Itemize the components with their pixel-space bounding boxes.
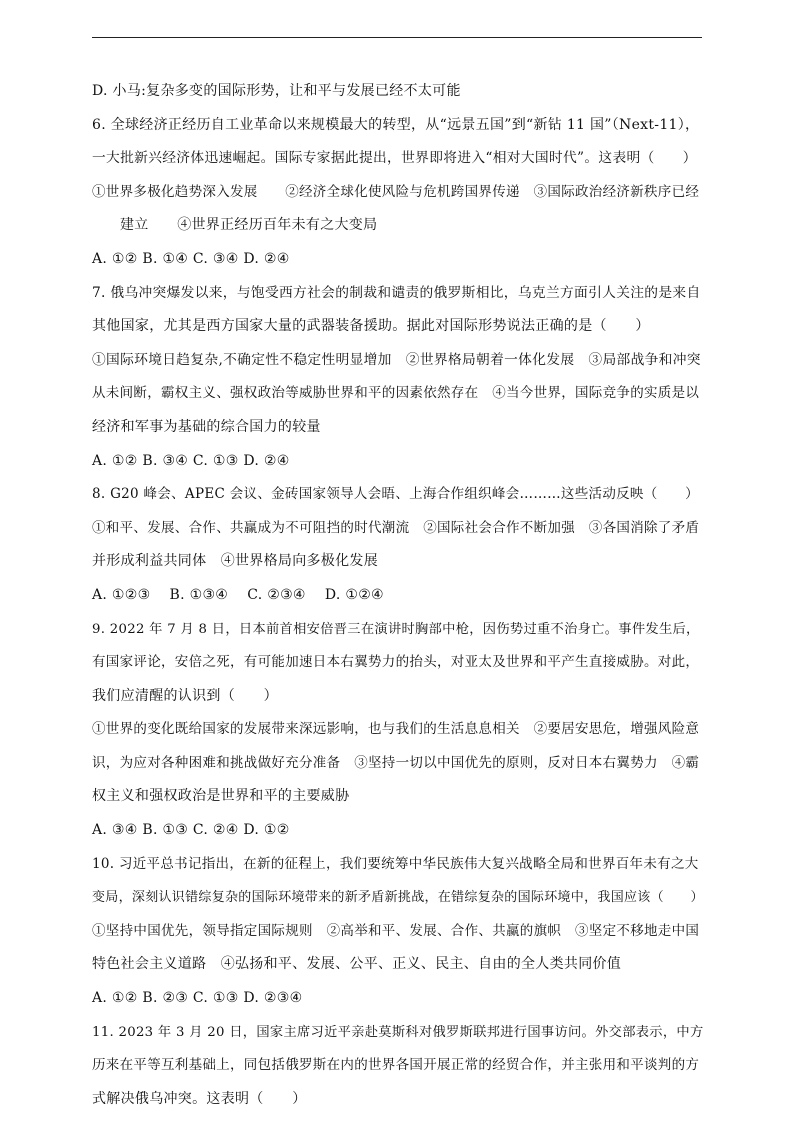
question-11-line: 式解决俄乌冲突。这表明（ ） xyxy=(92,1090,307,1107)
statement-line: 并形成利益共同体 ④世界格局向多极化发展 xyxy=(92,553,378,570)
statement-line: ①世界的变化既给国家的发展带来深远影响，也与我们的生活息息相关 ②要居安思危，增强风险意 xyxy=(92,721,700,738)
option-line: A. ①② B. ③④ C. ①③ D. ②④ xyxy=(92,452,290,469)
statement-line: 识，为应对各种困难和挑战做好充分准备 ③坚持一切以中国优先的原则，反对日本右翼势力 ④霸 xyxy=(92,754,700,771)
statement-line: 经济和军事为基础的综合国力的较量 xyxy=(92,418,321,435)
question-9-line: 9. 2022 年 7 月 8 日，日本前首相安倍晋三在演讲时胸部中枪，因伤势过重不治身亡。事件发生后， xyxy=(92,621,700,637)
question-7-line: 7. 俄乌冲突爆发以来，与饱受西方社会的制裁和谴责的俄罗斯相比，乌克兰方面引人关注的是来自 xyxy=(92,284,701,301)
question-10-line: 10. 习近平总书记指出，在新的征程上，我们要统筹中华民族伟大复兴战略全局和世界百年未有之大 xyxy=(92,855,699,872)
question-11-line: 11. 2023 年 3 月 20 日，国家主席习近平亲赴莫斯科对俄罗斯联邦进行国事访问。外交部表示，中方 xyxy=(92,1024,704,1040)
question-6-line: 6. 全球经济正经历自工业革命以来规模最大的转型，从“远景五国”到“新钻 11 国”（Next-11）， xyxy=(92,116,700,133)
option-line: A. ③④ B. ①③ C. ②④ D. ①② xyxy=(92,822,290,839)
option-line: D. 小马:复杂多变的国际形势，让和平与发展已经不太可能 xyxy=(92,83,461,99)
header-rule xyxy=(92,37,702,38)
question-11-line: 历来在平等互利基础上，同包括俄罗斯在内的世界各国开展正常的经贸合作，并主张用和平谈判的方 xyxy=(92,1057,700,1074)
question-10-line: 变局，深刻认识错综复杂的国际环境带来的新矛盾新挑战，在错综复杂的国际环境中，我国应该（ ） xyxy=(92,890,704,906)
statement-line: ①国际环境日趋复杂,不确定性不稳定性明显增加 ②世界格局朝着一体化发展 ③局部战争和冲突 xyxy=(92,351,701,368)
option-line: A. ①② B. ①④ C. ③④ D. ②④ xyxy=(92,250,290,267)
statement-line: 特色社会主义道路 ④弘扬和平、发展、公平、正义、民主、自由的全人类共同价值 xyxy=(92,956,622,973)
exam-page-body xyxy=(92,79,706,1120)
option-line: A. ①② B. ②③ C. ①③ D. ②③④ xyxy=(92,990,303,1007)
question-6-line: 一大批新兴经济体迅速崛起。国际专家据此提出，世界即将进入“相对大国时代”。这表明（ ） xyxy=(92,150,697,167)
option-line: A. ①②③ B. ①③④ C. ②③④ D. ①②④ xyxy=(92,586,384,603)
question-9-line: 我们应清醒的认识到（ ） xyxy=(92,687,278,704)
statement-line: ①坚持中国优先，领导指定国际规则 ②高举和平、发展、合作、共赢的旗帜 ③坚定不移地走中国 xyxy=(92,922,700,939)
question-8-line: 8. G20 峰会、APEC 会议、金砖国家领导人会晤、上海合作组织峰会………这些活动反映（ ） xyxy=(92,486,699,503)
statement-line: 建立 ④世界正经历百年未有之大变局 xyxy=(120,217,378,234)
statement-line: 权主义和强权政治是世界和平的主要威胁 xyxy=(92,788,350,805)
question-7-line: 其他国家，尤其是西方国家大量的武器装备援助。据此对国际形势说法正确的是（ ） xyxy=(92,318,650,335)
statement-line: ①世界多极化趋势深入发展 ②经济全球化使风险与危机跨国界传递 ③国际政治经济新秩序已经 xyxy=(92,183,700,200)
question-9-line: 有国家评论，安倍之死，有可能加速日本右翼势力的抬头，对亚太及世界和平产生直接威胁。对此， xyxy=(92,654,700,671)
statement-line: 从未间断，霸权主义、强权政治等威胁世界和平的因素依然存在 ④当今世界，国际竞争的实质是以 xyxy=(92,385,700,402)
statement-line: ①和平、发展、合作、共赢成为不可阻挡的时代潮流 ②国际社会合作不断加强 ③各国消除了矛盾 xyxy=(92,519,700,536)
